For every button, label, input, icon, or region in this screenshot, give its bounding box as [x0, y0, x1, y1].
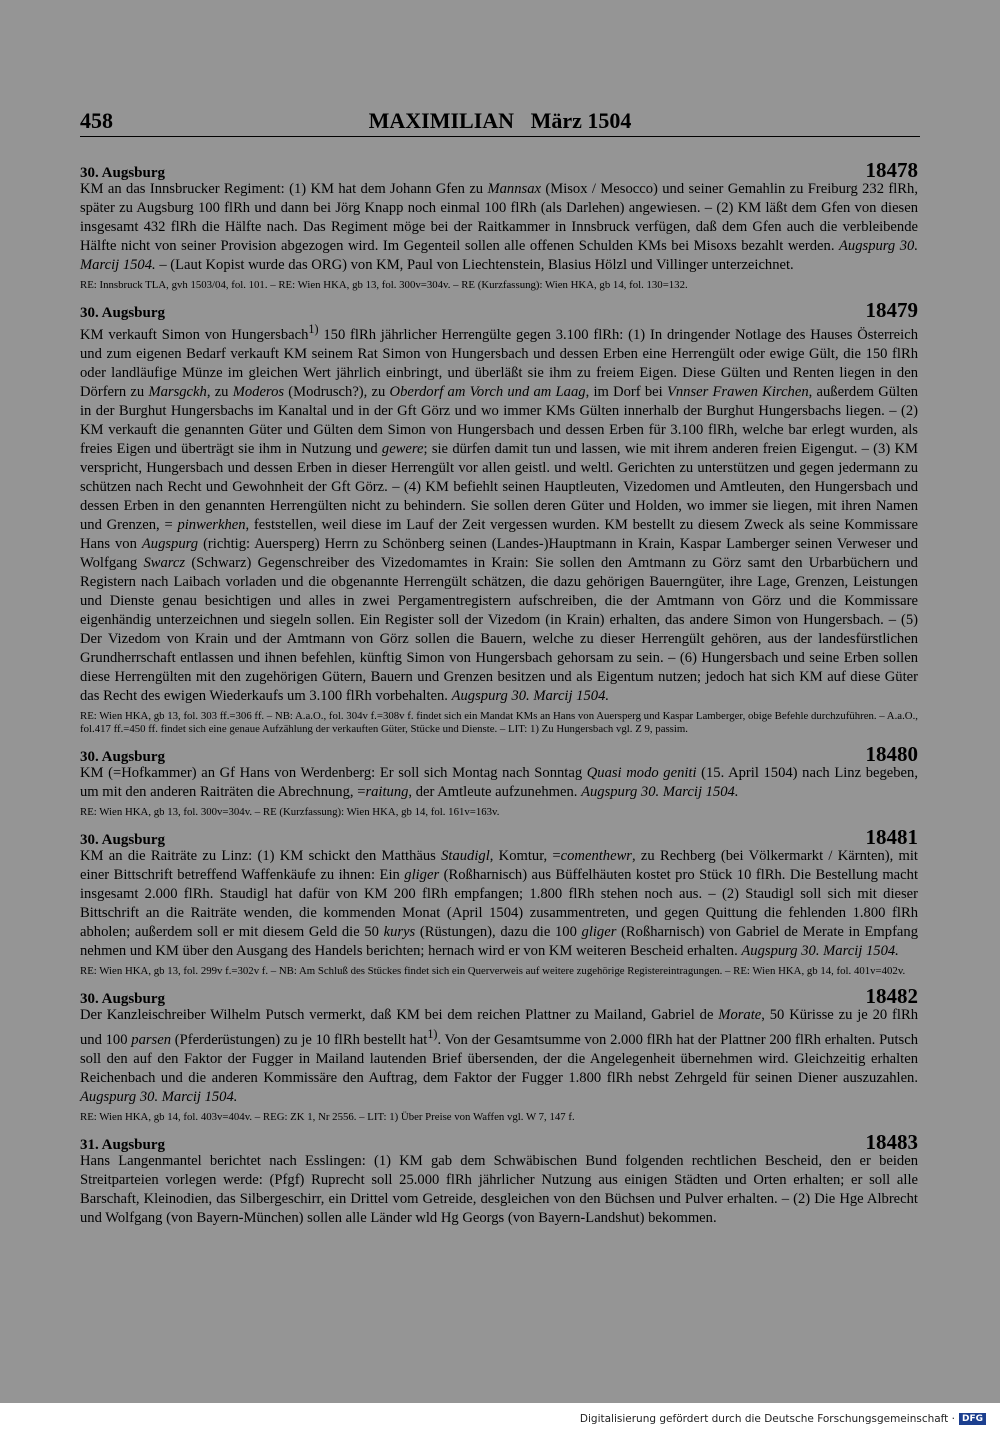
dfg-logo: DFG: [959, 1413, 986, 1425]
page-number: 458: [80, 108, 113, 133]
entries-list: [80, 158, 918, 1234]
entry: [80, 742, 918, 819]
entry-text: KM an die Raiträte zu Linz: (1) KM schickt den Matthäus Staudigl, Komtur, =comenthewr, zu Rechberg (bei Völkermarkt / Kärnten), mit einer Bittschrift betreffend Waffenkäufe zu ihnen: Ein gliger (Roßharnisch) aus Büffelhäuten kostet pro Stück 10 flRh. Die Bestellung macht insgesamt 2.000 flRh. Staudigl hat dafür von KM 200 flRh empfangen; 1.800 flRh stehen noch aus. – (2) Staudigl soll sich mit dieser Bittschrift an die Raiträte wenden, die kommenden Monat (April 1504) zusammentreten, und gegen Quittung die fehlenden 1.800 flRh abholen; außerdem soll er mit diesem Geld die 50 kurys (Rüstungen), dazu die 100 gliger (Roßharnisch) von Gabriel de Merate in Empfang nehmen und KM über den Ausgang des Handels berichten; hernach wird er von KM weiteren Bescheid erhalten. Augspurg 30. Marcij 1504.: [80, 847, 918, 959]
entry-number: 18481: [865, 824, 918, 849]
entry-text: KM verkauft Simon von Hungersbach$^{1)}$ 150 flRh jährlicher Herrengülte gegen 3.100 flRh: (1) In dringender Notlage des Hauses Österreich und zum eigenen Bedarf verkauft KM seinem Rat Simon von Hungersbach und dessen Erben eine Herrengült oder ewige Gült, die 150 flRh oder landläufige Münze im gleichen Wert jährlich einbringt, und überläßt sie ihm zu freiem Eigen. Diese Gülten und Renten liegen in den Dörfern zu Marsgckh, zu Moderos (Modrusch?), zu Oberdorf am Vorch und am Laag, im Dorf bei Vnnser Frawen Kirchen, außerdem Gülten in der Burghut Hungersbachs im Kanaltal und in der Gft Görz und wo immer KMs Gülten innerhalb der Burghut Hungersbachs liegen. – (2) KM verkauft die genannten Güter und Gülten dem Simon von Hungersbach und dessen Erben für 3.100 flRh, welche bar erlegt wurden, als freies Eigen und überträgt sie ihm in Nutzung und gewere; sie dürfen damit tun und lassen, wie mit ihrem anderen freien Eigengut. – (3) KM verspricht, Hungersbach und dessen Erben in dieser Herrengült vor allen geistl. und weltl. Gerichten zu unterstützen und gegen jedermann zu schützen nach Recht und Gewohnheit der Gft Görz. – (4) KM befiehlt seinen Hauptleuten, Vizedomen und Amtleuten, den Hungersbach und dessen Erben in den genannten Herrengülten nicht zu behindern. Sie sollen deren Güter und Holden, wo immer sie liegen, mit ihren Namen und Grenzen, = pinwerkhen, feststellen, weil diese im Lauf der Zeit vergessen wurden. KM bestellt zu diesem Zweck als seine Kommissare Hans von Augspurg (richtig: Auersperg) Herrn zu Schönberg seinen (Landes-)Hauptmann in Krain, Kaspar Lamberger seinen Verweser und Wolfgang Swarcz (Schwarz) Gegenschreiber des Vizedomamtes in Krain: Sie sollen den Amtmann zu Görz samt den Urbarbüchern und Registern nach Laibach vorladen und die obgenannte Herrengült schätzen, die dazu gehörigen Bauerngüter, ihre Lage, Grenzen, Leistungen und Dienste genau besichtigen und alles in zwei Pergamentregistern aufschreiben, die der Amtmann von Görz und die Kommissare eigenhändig unterzeichnen und siegeln sollen. Ein Register soll der Vizedom (in Krain) erhalten, das andere Simon von Hungersbach. – (5) Der Vizedom von Krain und der Amtmann von Görz sollen die Bauern, welche zu dieser Herrengült gehören, aus der landesfürstlichen Grundherrschaft entlassen und ihnen befehlen, künftig Simon von Hungersbach gehorsam zu sein. – (6) Hungersbach und seine Erben sollen diese Herrengülten mit den zugehörigen Gütern, Bauern und Grenzen besitzen und als Eigentum nutzen; jedoch hat sich KM auf diese Güter das Recht des ewigen Wiederkaufs um 3.100 flRh vorbehalten. Augspurg 30. Marcij 1504.: [80, 322, 919, 704]
entry-number: 18479: [865, 298, 918, 322]
entry-header: [80, 742, 918, 764]
entry-number: 18478: [865, 158, 918, 182]
entry-text: KM an das Innsbrucker Regiment: (1) KM hat dem Johann Gfen zu Mannsax (Misox / Mesocco) und seiner Gemahlin zu Freiburg 232 flRh, später zu Augsburg 100 flRh und dann bei Jörg Knapp noch einmal 100 flRh (als Darlehen) angewiesen. – (2) KM läßt dem Gfen von diesen insgesamt 432 flRh die Hälfte nach. Das Regiment möge bei der Raitkammer in Innsbruck verfügen, daß dem Gfen auch die verbleibende Hälfte nicht von seiner Provision abgezogen wird. Im Gegenteil sollen alle offenen Schulden KMs bei Misoxs bezahlt werden. Augspurg 30. Marcij 1504. – (Laut Kopist wurde das ORG) von KM, Paul von Liechtenstein, Blasius Hölzl und Villinger unterzeichnet.: [80, 181, 918, 273]
entry-text: KM (=Hofkammer) an Gf Hans von Werdenberg: Er soll sich Montag nach Sonntag Quasi modo geniti (15. April 1504) nach Linz begeben, um mit den anderen Raiträten die Abrechnung, =raitung, der Amtleute aufzunehmen. Augspurg 30. Marcij 1504.: [80, 764, 918, 800]
entry-text: Hans Langenmantel berichtet nach Esslingen: (1) KM gab dem Schwäbischen Bund folgenden rechtlichen Bescheid, den er beiden Streitparteien vorlegen werde: (Pfgf) Ruprecht soll 25.000 flRh jährlicher Nutzung aus einigen Städten und Orten erhalten; er soll alle Barschaft, Kleinodien, das Silbergeschirr, ein Drittel vom Getreide, desgleichen von den Büchsen und Pulver erhalten. – (2) Die Hge Albrecht und Wolfgang (von Bayern-München) sollen alle Länder wld Hg Georgs (von Bayern-Landshut) bekommen.: [80, 1152, 918, 1226]
running-title: MAXIMILIAN März 1504: [368, 108, 632, 133]
entry-date: 30. Augsburg: [80, 990, 166, 1007]
dfg-credit: [580, 1413, 986, 1425]
entry-reference: RE: Wien HKA, gb 13, fol. 303 ff.=306 ff. – NB: A.a.O., fol. 304v f.=308v f. findet sich ein Mandat KMs an Hans von Auersperg und Kaspar Lamberger, obige Befehle durchzuführen. – A.a.O., fol.417 ff.=450 ff. findet sich eine genaue Aufzählung der verkauften Güter, Stücke und Dienste. – LIT: 1) Zu Hungersbach vgl. Z 9, passim.: [80, 709, 918, 735]
entry: [80, 298, 918, 736]
entry-date: 30. Augsburg: [80, 831, 166, 848]
entry-header: [80, 984, 918, 1006]
entry-number: 18482: [865, 983, 918, 1008]
entry-reference: RE: Innsbruck TLA, gvh 1503/04, fol. 101. – RE: Wien HKA, gb 13, fol. 300v=304v. – RE (Kurzfassung): Wien HKA, gb 14, fol. 130=132.: [80, 279, 688, 291]
entry-reference: RE: Wien HKA, gb 14, fol. 403v=404v. – REG: ZK 1, Nr 2556. – LIT: 1) Über Preise von Waffen vgl. W 7, 147 f.: [80, 1110, 575, 1123]
entry-number: 18483: [865, 1129, 918, 1154]
entry-reference: RE: Wien HKA, gb 13, fol. 299v f.=302v f. – NB: Am Schluß des Stückes findet sich ein Querverweis auf weitere zugehörige Registereintragungen. – RE: Wien HKA, gb 14, fol. 401v=402v.: [80, 964, 906, 977]
entry-date: 30. Augsburg: [80, 748, 166, 765]
entry-date: 30. Augsburg: [80, 305, 166, 321]
entry-reference: RE: Wien HKA, gb 13, fol. 300v=304v. – RE (Kurzfassung): Wien HKA, gb 14, fol. 161v=163v.: [80, 805, 500, 818]
entry: [80, 158, 918, 292]
entry-text: Der Kanzleischreiber Wilhelm Putsch vermerkt, daß KM bei dem reichen Plattner zu Mailand, Gabriel de Morate, 50 Kürisse zu je 20 flRh und 100 parsen (Pferderüstungen) zu je 10 flRh bestellt hat$^{1)}$. Von der Gesamtsumme von 2.000 flRh hat der Plattner 200 flRh erhalten. Putsch soll den auf den Faktor der Fugger in Mailand lautenden Brief übersenden, der die Angelegenheit übernehmen wird. Gleichzeitig erhalten Reichenbach und die anderen Kommissäre den Auftrag, dem Faktor der Fugger 1.800 flRh nebst Zehrgeld für seinen Diener auszuzahlen. Augspurg 30. Marcij 1504.: [80, 1006, 918, 1105]
entry: [80, 984, 918, 1124]
entry-date: 31. Augsburg: [80, 1136, 166, 1153]
dfg-credit-text: Digitalisierung gefördert durch die Deutsche Forschungsgemeinschaft ·: [579, 1413, 955, 1425]
entry-header: [80, 825, 918, 847]
entry-header: [80, 1130, 918, 1152]
page-header: [80, 106, 920, 137]
entry: [80, 825, 918, 978]
entry-header: [80, 158, 918, 180]
entry-date: 30. Augsburg: [80, 165, 166, 181]
entry-number: 18480: [865, 741, 918, 766]
entry-header: [80, 298, 918, 320]
entry: [80, 1130, 918, 1228]
